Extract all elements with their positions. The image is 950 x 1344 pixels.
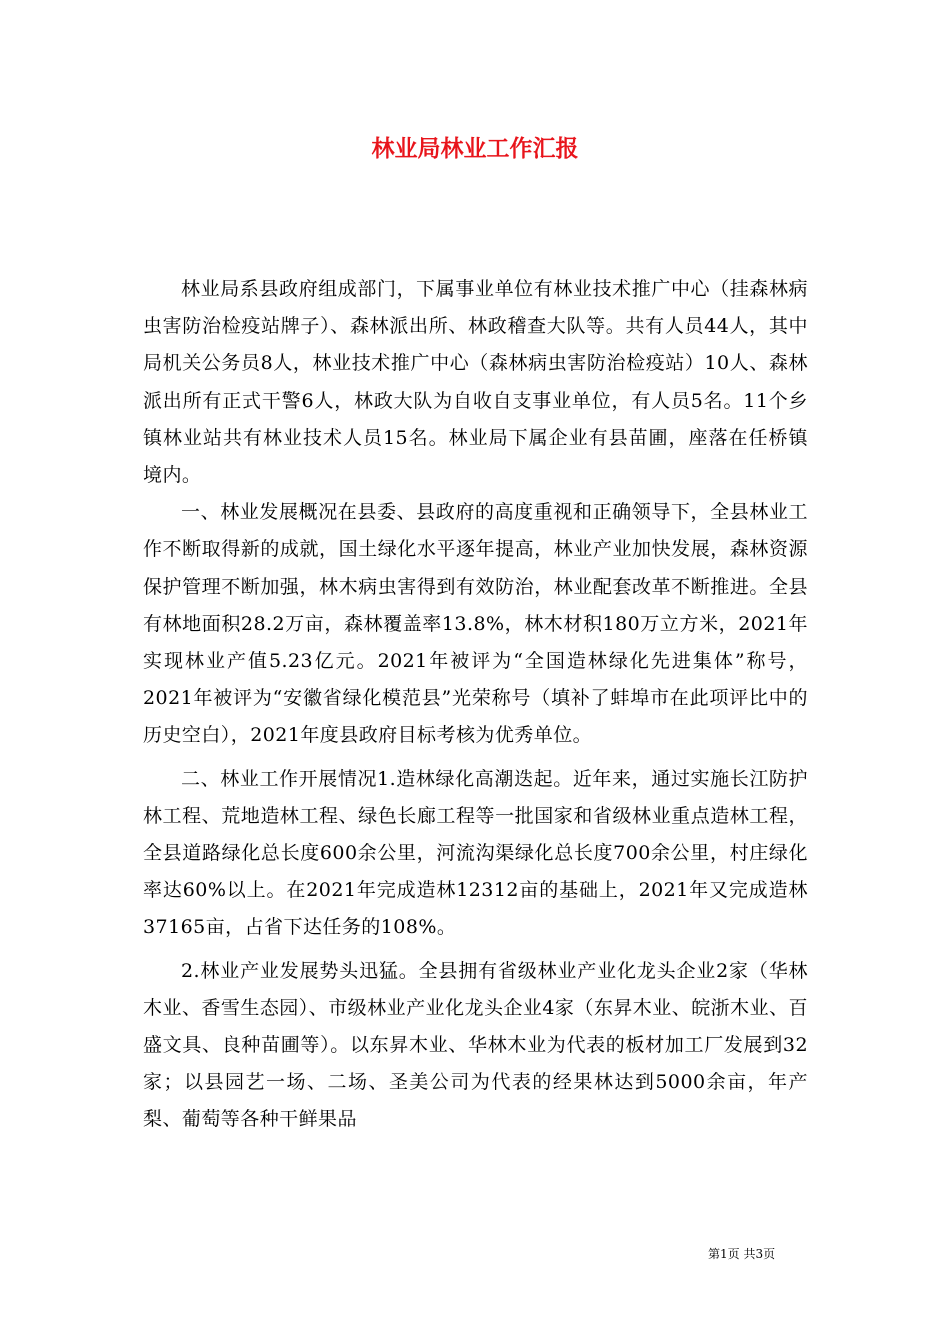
page-title: 林业局林业工作汇报 — [371, 136, 579, 162]
document-body — [143, 271, 808, 1139]
paragraph-industry: 2.林业产业发展势头迅猛。全县拥有省级林业产业化龙头企业2家（华林木业、香雪生态园）、市级林业产业化龙头企业4家（东昇木业、皖浙木业、百盛文具、良种苗圃等）。以东昇木业、华林木业为代表的板材加工厂发展到32家；以县园艺一场、二场、圣美公司为代表的经果林达到5000余亩，年产梨、葡萄等各种干鲜果品 — [143, 959, 808, 1131]
paragraph-intro: 林业局系县政府组成部门，下属事业单位有林业技术推广中心（挂森林病虫害防治检疫站牌子）、森林派出所、林政稽查大队等。共有人员44人，其中局机关公务员8人，林业技术推广中心（森林病虫害防治检疫站）10人、森林派出所有正式干警6人，林政大队为自收自支事业单位，有人员5名。11个乡镇林业站共有林业技术人员15名。林业局下属企业有县苗圃，座落在任桥镇境内。 — [143, 278, 808, 487]
page-number: 第1页 共3页 — [708, 1247, 776, 1261]
paragraph-work: 二、林业工作开展情况1.造林绿化高潮迭起。近年来，通过实施长江防护林工程、荒地造林工程、绿色长廊工程等一批国家和省级林业重点造林工程，全县道路绿化总长度600余公里，河流沟渠绿化总长度700余公里，村庄绿化率达60%以上。在2021年完成造林12312亩的基础上，2021年又完成造林37165亩，占省下达任务的108%。 — [143, 767, 808, 939]
paragraph-overview: 一、林业发展概况在县委、县政府的高度重视和正确领导下，全县林业工作不断取得新的成就，国土绿化水平逐年提高，林业产业加快发展，森林资源保护管理不断加强，林木病虫害得到有效防治，林业配套改革不断推进。全县有林地面积28.2万亩，森林覆盖率13.8%，林木材积180万立方米，2021年实现林业产值5.23亿元。2021年被评为“全国造林绿化先进集体”称号，2021年被评为“安徽省绿化模范县”光荣称号（填补了蚌埠市在此项评比中的历史空白），2021年度县政府目标考核为优秀单位。 — [143, 501, 808, 747]
